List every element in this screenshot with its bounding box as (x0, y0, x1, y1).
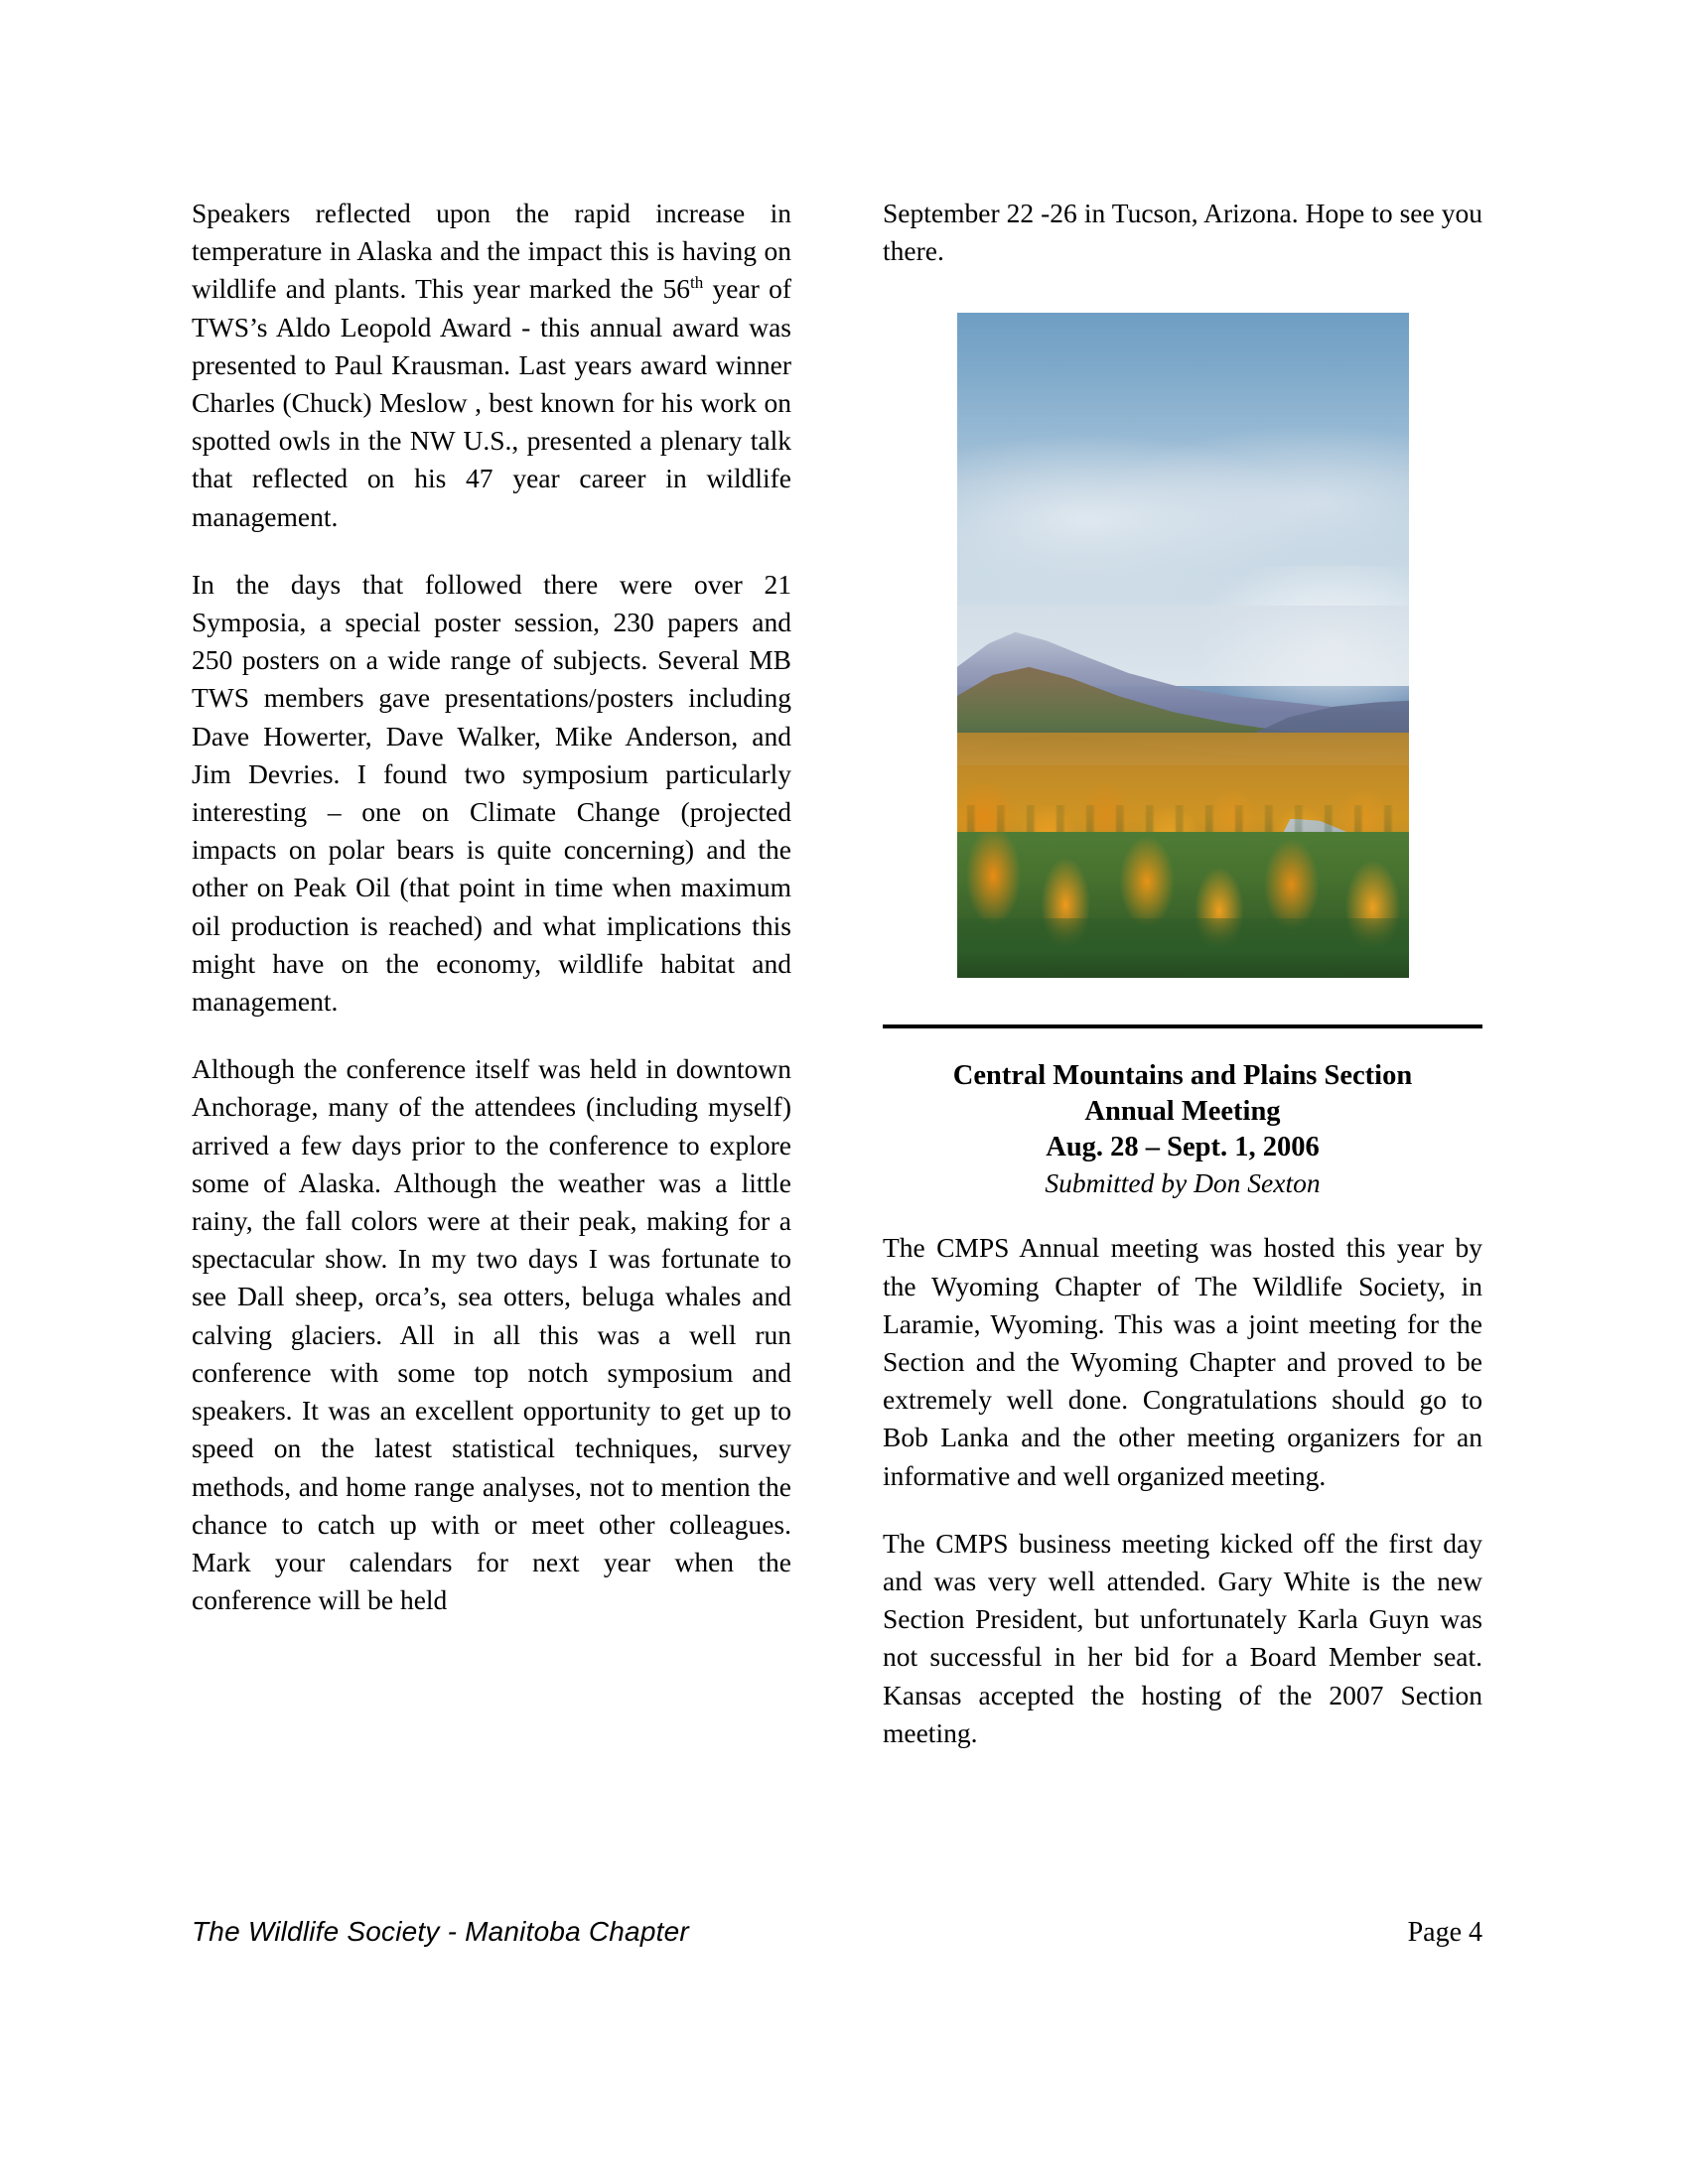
page-content (192, 195, 1482, 1752)
paragraph-speakers-reflected (192, 195, 791, 536)
alaska-autumn-landscape-photo (957, 313, 1409, 978)
right-column (883, 195, 1482, 1752)
paragraph-tucson-intro: September 22 -26 in Tucson, Arizona. Hope to see you there. (883, 198, 1482, 267)
footer-organization: The Wildlife Society - Manitoba Chapter (192, 1916, 689, 1947)
photo-container (883, 313, 1482, 978)
paragraph-text-before-ordinal: Speakers reflected upon the rapid increase in temperature in Alaska and the impact this is having on wildlife and plants. This year marked the 56 (192, 198, 791, 305)
section-divider (883, 1024, 1482, 1028)
paragraph-symposia: In the days that followed there were over 21 Symposia, a special poster session, 230 papers and 250 posters on a wide range of subjects. Several MB TWS members gave presentations/posters including Dave Howerter, Dave Walker, Mike Anderson, and Jim Devries. I found two symposium particularly interesting – one on Climate Change (projected impacts on polar bears is quite concerning) and the other on Peak Oil (that point in time when maximum oil production is reached) and what implications this might have on the economy, wildlife habitat and management. (192, 568, 791, 1018)
paragraph-cmps-business-meeting: The CMPS business meeting kicked off the first day and was very well attended. Gary White is the new Section President, but unfortunately Karla Guyn was not successful in her bid for a Board Member seat. Kansas accepted the hosting of the 2007 Section meeting. (883, 1527, 1482, 1748)
section-heading-line-2: Annual Meeting (1084, 1096, 1281, 1128)
two-column-layout (192, 195, 1482, 1752)
section-heading-line-1: Central Mountains and Plains Section (952, 1060, 1413, 1092)
paragraph-cmps-annual-meeting: The CMPS Annual meeting was hosted this year by the Wyoming Chapter of The Wildlife Society, in Laramie, Wyoming. This was a joint meeting for the Section and the Wyoming Chapter and proved to be extremely well done. Congratulations should go to Bob Lanka and the other meeting organizers for an informative and well organized meeting. (883, 1232, 1482, 1491)
photo-foreground-shrubs (957, 918, 1409, 978)
ordinal-suffix: th (689, 273, 704, 293)
page-footer (192, 1916, 1482, 1949)
footer-page-number: Page 4 (1407, 1917, 1482, 1948)
section-byline: Submitted by Don Sexton (1045, 1167, 1321, 1199)
section-heading-line-3: Aug. 28 – Sept. 1, 2006 (1046, 1132, 1320, 1163)
paragraph-anchorage: Although the conference itself was held in downtown Anchorage, many of the attendees (including myself) arrived a few days prior to the conference to explore some of Alaska. Although the weather was a little rainy, the fall colors were at their peak, making for a spectacular show. In my two days I was fortunate to see Dall sheep, orca’s, sea otters, beluga whales and calving glaciers. All in all this was a well run conference with some top notch symposium and speakers. It was an excellent opportunity to get up to speed on the latest statistical techniques, survey methods, and home range analyses, not to mention the chance to catch up with or meet other colleagues. Mark your calendars for next year when the conference will be held (192, 1053, 791, 1616)
paragraph-text-after-ordinal: year of TWS’s Aldo Leopold Award - this annual award was presented to Paul Krausman. Last years award winner Charles (Chuck) Meslow , best known for his work on spotted owls in the NW U.S., presented a plenary talk that reflected on his 47 year career in wildlife management. (192, 273, 791, 532)
left-column (192, 195, 791, 1619)
